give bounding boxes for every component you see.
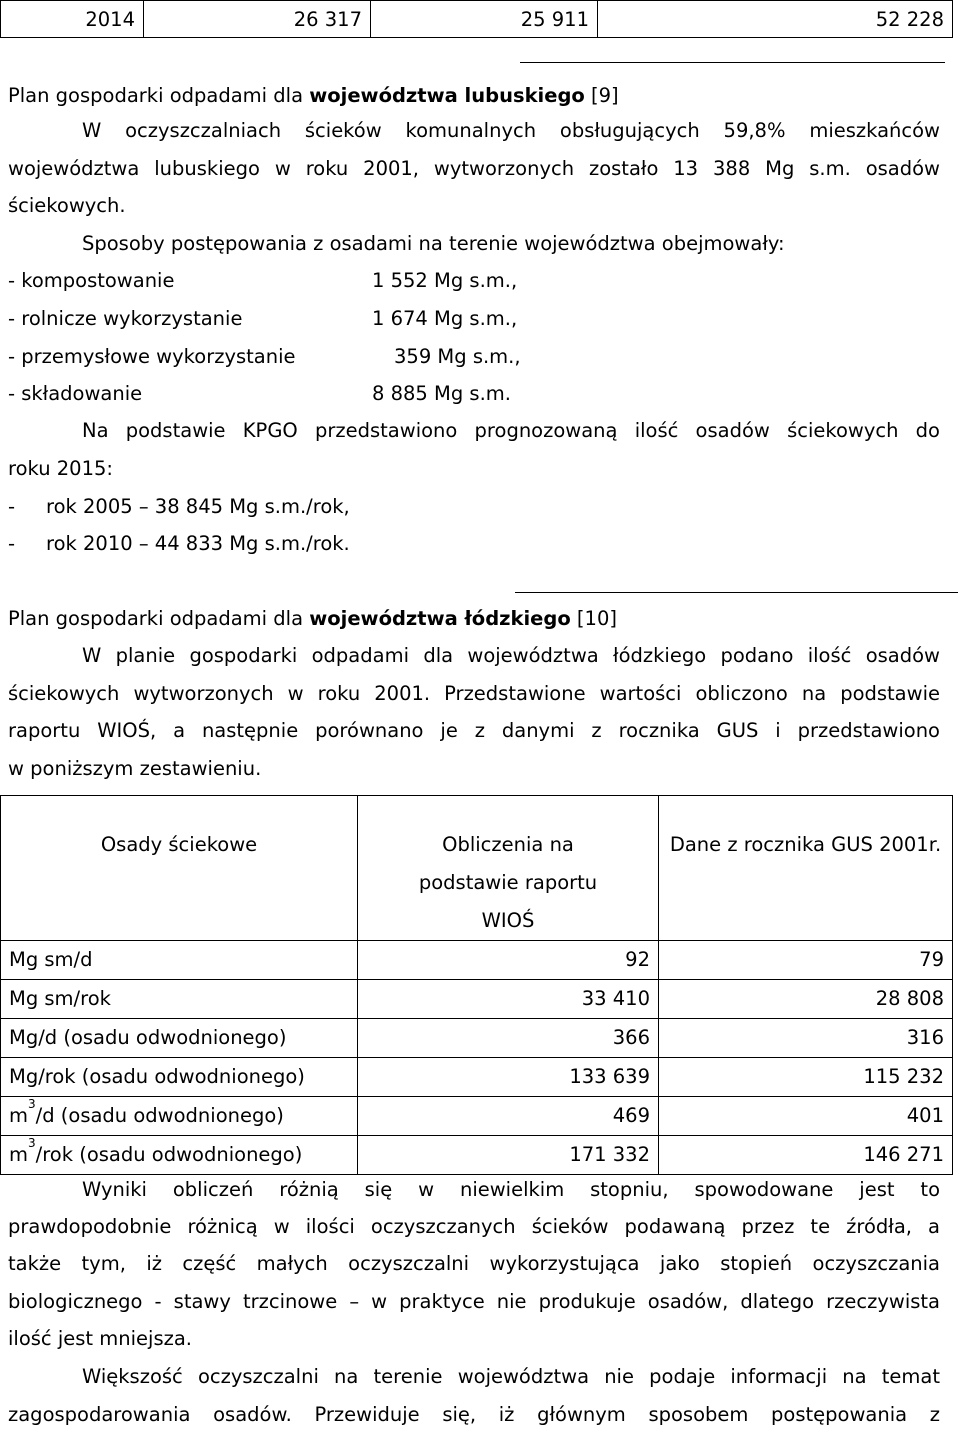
table-row [1,1097,953,1136]
region-name: województwa lubuskiego [309,84,585,107]
table-row [1,1058,953,1097]
section-heading-lodzkie: Plan gospodarki odpadami dla województwa łódzkiego [10] [8,607,617,630]
method-label: - rolnicze wykorzystanie [8,307,243,330]
paragraph-line: zagospodarowania osadów. Przewiduje się, iż głównym sposobem postępowania z [8,1403,940,1426]
method-value: 1 552 Mg s.m., [372,269,518,292]
section-divider [515,592,958,593]
paragraph-line: raportu WIOŚ, a następnie porównano je z danymi z rocznika GUS i przedstawiono [8,719,940,742]
row-label: $m^3$/rok (osadu odwodnionego) [1,1136,358,1175]
total-cell: 52 228 [598,1,953,38]
paragraph-line: Na podstawie KPGO przedstawiono prognozowaną ilość osadów ściekowych do [82,419,940,442]
paragraph-line: Sposoby postępowania z osadami na terenie województwa obejmowały: [82,232,785,255]
paragraph-line: także tym, iż część małych oczyszczalni wykorzystująca jako stopień oczyszczania [8,1252,940,1275]
method-value: 359 Mg s.m., [394,345,521,368]
gus-value: 316 [659,1019,953,1058]
wios-value: 171 332 [358,1136,659,1175]
gus-value: 401 [659,1097,953,1136]
row-label: Mg/d (osadu odwodnionego) [1,1019,358,1058]
paragraph-line: ilość jest mniejsza. [8,1327,192,1350]
paragraph-line: Większość oczyszczalni na terenie województwa nie podaje informacji na temat [82,1365,940,1388]
paragraph-line: województwa lubuskiego w roku 2001, wytworzonych zostało 13 388 Mg s.m. osadów [8,157,940,180]
method-label: - kompostowanie [8,269,175,292]
table-row [1,941,953,980]
gus-value: 115 232 [659,1058,953,1097]
table-row [1,980,953,1019]
wios-value: 92 [358,941,659,980]
paragraph-line: prawdopodobnie różnicą w ilości oczyszczanych ścieków podawaną przez te źródła, a [8,1215,940,1238]
sludge-comparison-table [0,795,953,1175]
method-value: 1 674 Mg s.m., [372,307,518,330]
column-header: Dane z rocznika GUS 2001r. [659,796,953,941]
paragraph-line: W oczyszczalniach ścieków komunalnych obsługujących 59,8% mieszkańców [82,119,940,142]
section-divider [520,62,945,63]
column-header: Osady ściekowe [1,796,358,941]
section-heading-lubuskie: Plan gospodarki odpadami dla województwa lubuskiego [9] [8,84,619,107]
wios-value: 33 410 [358,980,659,1019]
table-row [1,1,953,38]
paragraph-line: roku 2015: [8,457,113,480]
gus-value: 79 [659,941,953,980]
wios-value: 469 [358,1097,659,1136]
row-label: Mg sm/d [1,941,358,980]
paragraph-line: ściekowych wytworzonych w roku 2001. Przedstawione wartości obliczono na podstawie [8,682,940,705]
paragraph-line: W planie gospodarki odpadami dla województwa łódzkiego podano ilość osadów [82,644,940,667]
region-name: województwa łódzkiego [309,607,571,630]
method-label: - składowanie [8,382,143,405]
row-label: Mg/rok (osadu odwodnionego) [1,1058,358,1097]
paragraph-line: biologicznego - stawy trzcinowe – w praktyce nie produkuje osadów, dlatego rzeczywista [8,1290,940,1313]
forecast-item: rok 2005 – 38 845 Mg s.m./rok, [46,495,350,518]
gus-value: 28 808 [659,980,953,1019]
value-cell: 26 317 [144,1,371,38]
row-label: Mg sm/rok [1,980,358,1019]
table-row [1,1136,953,1175]
forecast-dash: - [8,495,16,518]
wios-value: 366 [358,1019,659,1058]
method-label: - przemysłowe wykorzystanie [8,345,296,368]
value-cell: 25 911 [371,1,598,38]
paragraph-line: ściekowych. [8,194,126,217]
summary-table-fragment [0,0,953,38]
column-header: Obliczenia na podstawie raportu WIOŚ [358,796,659,941]
method-value: 8 885 Mg s.m. [372,382,511,405]
table-header-row [1,796,953,941]
forecast-item: rok 2010 – 44 833 Mg s.m./rok. [46,532,350,555]
row-label: $m^3/d$ (osadu odwodnionego) [1,1097,358,1136]
forecast-dash: - [8,532,16,555]
wios-value: 133 639 [358,1058,659,1097]
table-row [1,1019,953,1058]
paragraph-line: w poniższym zestawieniu. [8,757,262,780]
gus-value: 146 271 [659,1136,953,1175]
paragraph-line: Wyniki obliczeń różnią się w niewielkim stopniu, spowodowane jest to [82,1178,940,1201]
year-cell: 2014 [1,1,144,38]
